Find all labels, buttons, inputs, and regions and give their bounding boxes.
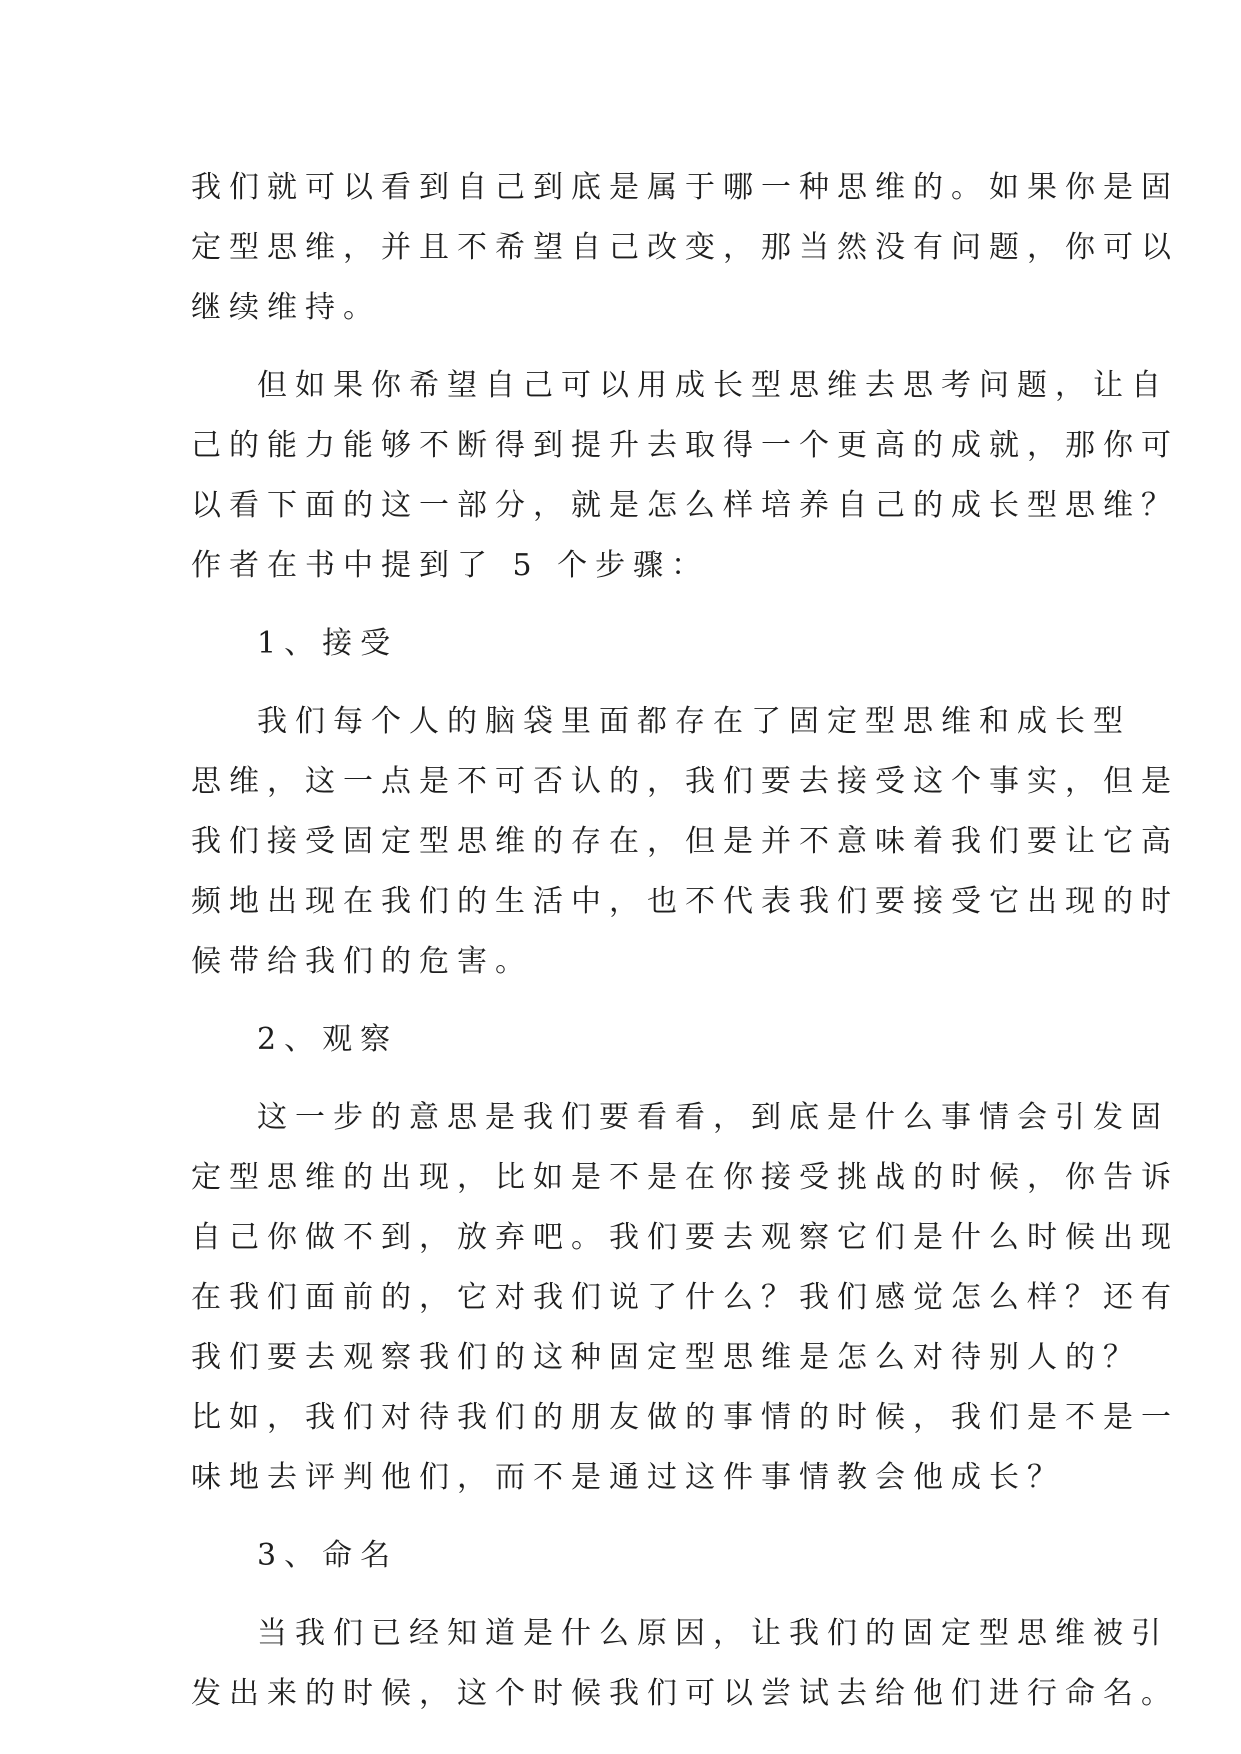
step-section bbox=[191, 1526, 1179, 1724]
text-line: 思维，这一点是不可否认的，我们要去接受这个事实，但是 bbox=[191, 764, 1179, 799]
text-line: 候带给我们的危害。 bbox=[191, 944, 533, 979]
text-line: 当我们已经知道是什么原因，让我们的固定型思维被引 bbox=[257, 1616, 1169, 1651]
text-line: 以看下面的这一部分，就是怎么样培养自己的成长型思维？ bbox=[191, 488, 1179, 523]
text-line: 但如果你希望自己可以用成长型思维去思考问题，让自 bbox=[257, 368, 1169, 403]
paragraph bbox=[191, 1088, 1179, 1508]
text-line: 继续维持。 bbox=[191, 290, 381, 325]
text-line: 我们接受固定型思维的存在，但是并不意味着我们要让它高 bbox=[191, 824, 1179, 859]
paragraph bbox=[191, 692, 1179, 992]
text-line: 我们每个人的脑袋里面都存在了固定型思维和成长型 bbox=[257, 704, 1131, 739]
document-body bbox=[191, 158, 1179, 1724]
paragraph bbox=[191, 356, 1179, 596]
text-line: 作者在书中提到了 5 个步骤： bbox=[191, 548, 710, 583]
text-line: 定型思维，并且不希望自己改变，那当然没有问题，你可以 bbox=[191, 230, 1179, 265]
text-line: 自己你做不到，放弃吧。我们要去观察它们是什么时候出现 bbox=[191, 1220, 1179, 1255]
text-line: 味地去评判他们，而不是通过这件事情教会他成长？ bbox=[191, 1460, 1065, 1495]
step-heading: 2、观察 bbox=[257, 1022, 399, 1057]
paragraph bbox=[191, 1604, 1179, 1724]
text-line: 发出来的时候，这个时候我们可以尝试去给他们进行命名。 bbox=[191, 1676, 1179, 1711]
text-line: 我们要去观察我们的这种固定型思维是怎么对待别人的？ bbox=[191, 1340, 1141, 1375]
paragraph bbox=[191, 158, 1179, 338]
text-line: 定型思维的出现，比如是不是在你接受挑战的时候，你告诉 bbox=[191, 1160, 1179, 1195]
text-line: 在我们面前的，它对我们说了什么？我们感觉怎么样？还有 bbox=[191, 1280, 1179, 1315]
step-heading: 1、接受 bbox=[257, 626, 399, 661]
step-section bbox=[191, 1010, 1179, 1508]
text-line: 这一步的意思是我们要看看，到底是什么事情会引发固 bbox=[257, 1100, 1169, 1135]
text-line: 己的能力能够不断得到提升去取得一个更高的成就，那你可 bbox=[191, 428, 1179, 463]
text-line: 频地出现在我们的生活中，也不代表我们要接受它出现的时 bbox=[191, 884, 1179, 919]
text-line: 比如，我们对待我们的朋友做的事情的时候，我们是不是一 bbox=[191, 1400, 1179, 1435]
text-line: 我们就可以看到自己到底是属于哪一种思维的。如果你是固 bbox=[191, 170, 1179, 205]
step-section bbox=[191, 614, 1179, 992]
step-heading: 3、命名 bbox=[257, 1538, 399, 1573]
